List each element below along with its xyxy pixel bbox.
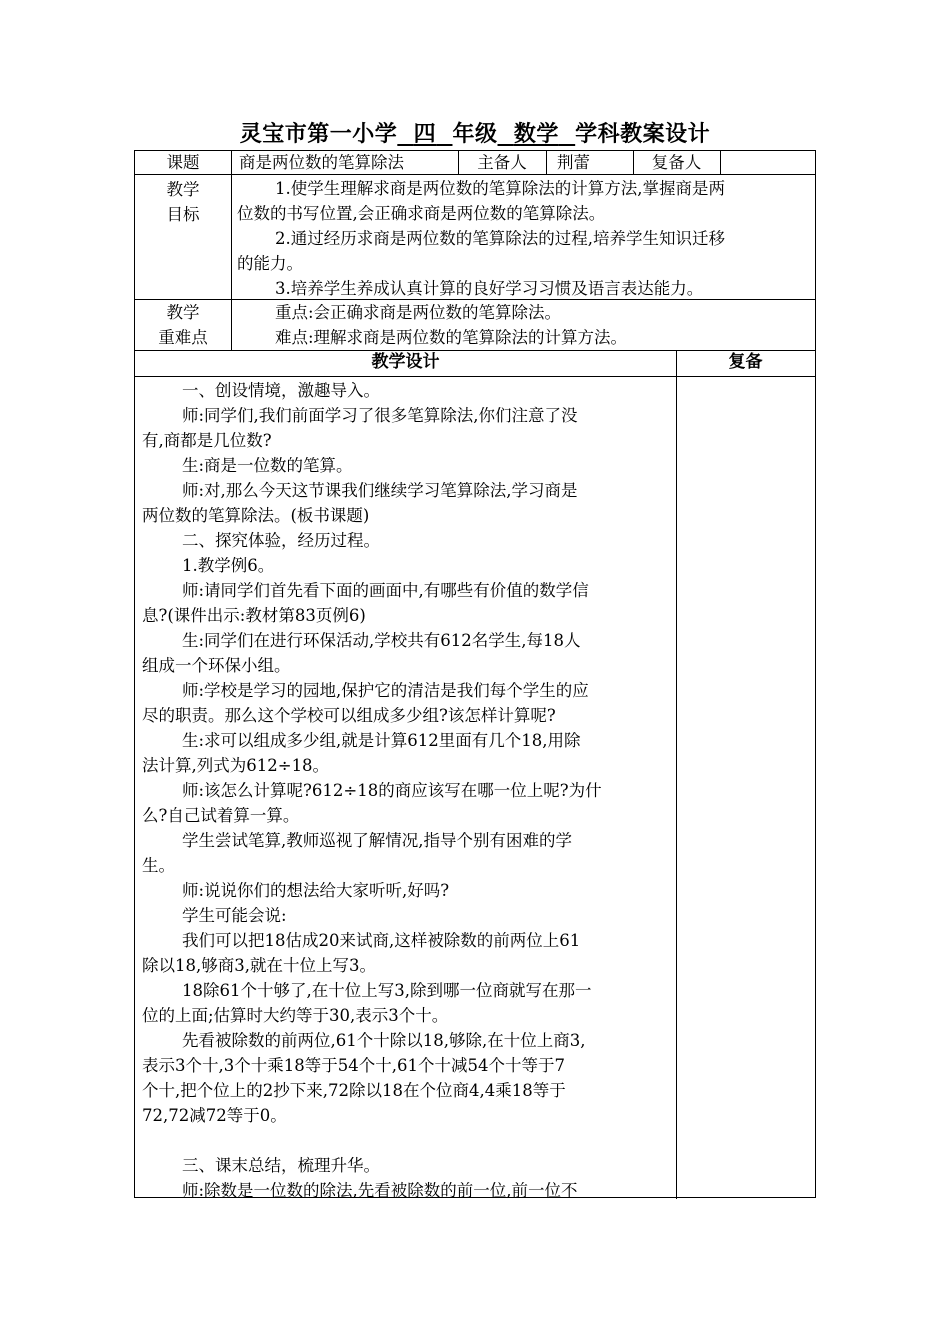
body-line: 表示3个十,3个十乘18等于54个十,61个十减54个十等于7: [142, 1056, 565, 1075]
school-name: 灵宝市第一小学: [239, 122, 398, 147]
grade-suffix: 年级: [452, 122, 498, 147]
row-divider: [135, 376, 815, 377]
body-line: 除以18,够商3,就在十位上写3。: [142, 956, 376, 975]
body-line: 生:求可以组成多少组,就是计算612里面有几个18,用除: [182, 731, 581, 750]
review-header: 复备: [728, 352, 763, 372]
lesson-plan-table: [134, 150, 816, 1198]
preparer-value: 荆蕾: [557, 153, 590, 172]
body-line: 师:说说你们的想法给大家听听,好吗?: [182, 881, 450, 900]
body-line: 有,商都是几位数?: [142, 431, 272, 450]
body-line: 学生可能会说:: [182, 906, 287, 925]
body-line: 组成一个环保小组。: [142, 656, 291, 675]
body-line: 息?(课件出示:教材第83页例6): [142, 606, 366, 625]
grade-value: 四: [413, 122, 437, 147]
objective-line: 2.通过经历求商是两位数的笔算除法的过程,培养学生知识迁移: [275, 229, 725, 248]
body-line: 1.教学例6。: [182, 556, 275, 575]
objectives-label: 教学 目标: [166, 180, 200, 224]
design-header: 教学设计: [371, 352, 440, 372]
lesson-body: [142, 378, 668, 1203]
body-line: 18除61个十够了,在十位上写3,除到哪一位商就写在那一: [182, 981, 592, 1000]
key-point-line: 难点:理解求商是两位数的笔算除法的计算方法。: [275, 328, 628, 347]
blank-line: [142, 1128, 668, 1153]
body-line: 师:该怎么计算呢?612÷18的商应该写在哪一位上呢?为什: [182, 781, 602, 800]
body-line: 生。: [142, 856, 175, 875]
body-line: 师:除数是一位数的除法,先看被除数的前一位,前一位不: [182, 1181, 578, 1200]
body-line: 么?自己试着算一算。: [142, 806, 300, 825]
body-line: 二、探究体验，经历过程。: [182, 531, 380, 550]
body-line: 师:对,那么今天这节课我们继续学习笔算除法,学习商是: [182, 481, 578, 500]
body-line: 两位数的笔算除法。(板书课题): [142, 506, 370, 525]
body-line: 师:请同学们首先看下面的画面中,有哪些有价值的数学信: [182, 581, 589, 600]
body-line: 法计算,列式为612÷18。: [142, 756, 330, 775]
objective-line: 3.培养学生养成认真计算的良好学习习惯及语言表达能力。: [275, 279, 704, 298]
body-line: 个十,把个位上的2抄下来,72除以18在个位商4,4乘18等于: [142, 1081, 566, 1100]
body-line: 一、创设情境，激趣导入。: [182, 381, 380, 400]
body-line: 先看被除数的前两位,61个十除以18,够除,在十位上商3,: [182, 1031, 586, 1050]
body-line: 生:同学们在进行环保活动,学校共有612名学生,每18人: [182, 631, 581, 650]
body-line: 尽的职责。那么这个学校可以组成多少组?该怎样计算呢?: [142, 706, 556, 725]
col-divider: [231, 151, 232, 350]
page-title: [0, 121, 950, 149]
co-preparer-label: 复备人: [651, 153, 702, 172]
subject-value: 数学: [513, 122, 559, 147]
body-line: 生:商是一位数的笔算。: [182, 456, 353, 475]
topic-value: 商是两位数的笔算除法: [239, 153, 404, 172]
body-line: 学生尝试笔算,教师巡视了解情况,指导个别有困难的学: [182, 831, 572, 850]
objective-line: 的能力。: [237, 254, 303, 273]
body-line: 我们可以把18估成20来试商,这样被除数的前两位上61: [182, 931, 581, 950]
objective-line: 位数的书写位置,会正确求商是两位数的笔算除法。: [237, 204, 606, 223]
topic-label: 课题: [166, 153, 200, 172]
body-line: 72,72减72等于0。: [142, 1106, 287, 1125]
objective-line: 1.使学生理解求商是两位数的笔算除法的计算方法,掌握商是两: [275, 179, 725, 198]
col-divider: [676, 350, 677, 1199]
body-line: 师:同学们,我们前面学习了很多笔算除法,你们注意了没: [182, 406, 578, 425]
key-points-label: 教学 重难点: [158, 303, 208, 347]
title-suffix: 学科教案设计: [575, 122, 711, 147]
objectives-text: [237, 176, 807, 301]
body-line: 位的上面;估算时大约等于30,表示3个十。: [142, 1006, 449, 1025]
col-divider: [720, 151, 721, 174]
body-line: 师:学校是学习的园地,保护它的清洁是我们每个学生的应: [182, 681, 589, 700]
key-points-text: [237, 300, 807, 350]
body-line: 三、课末总结，梳理升华。: [182, 1156, 380, 1175]
key-point-line: 重点:会正确求商是两位数的笔算除法。: [275, 303, 562, 322]
col-divider: [546, 151, 547, 174]
preparer-label: 主备人: [477, 153, 527, 172]
